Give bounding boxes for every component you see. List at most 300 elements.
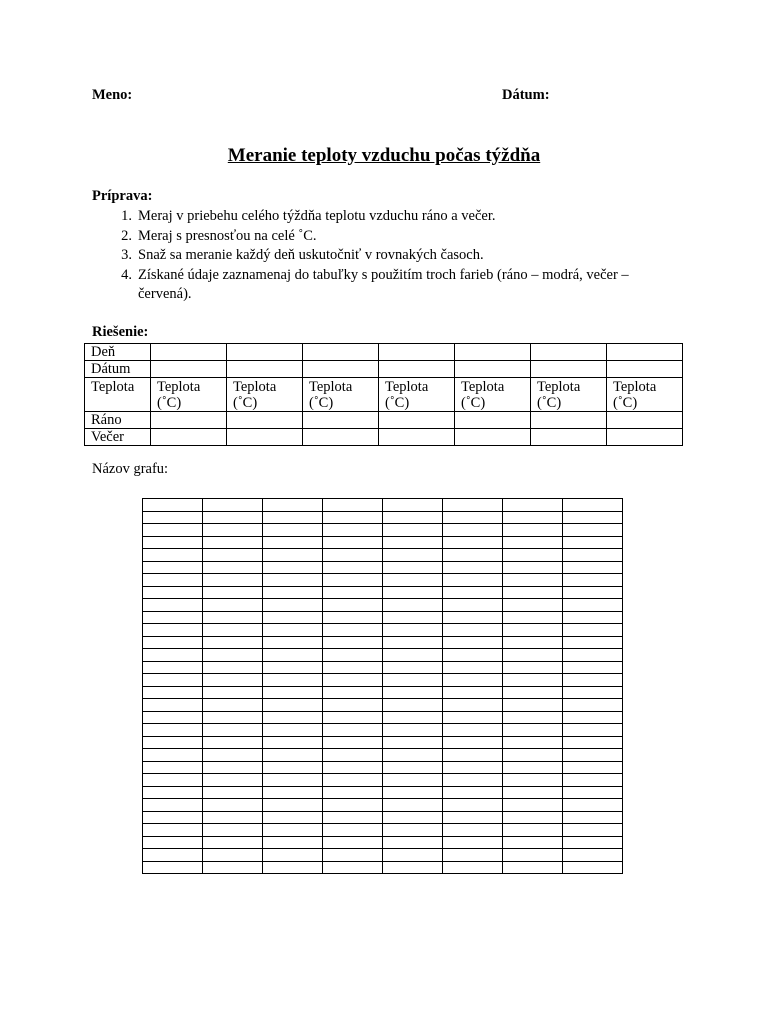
grid-cell [443,511,503,524]
temperature-header-cell [303,378,379,412]
grid-cell [563,611,623,624]
grid-cell [503,549,563,562]
table-cell [303,412,379,429]
grid-cell [503,824,563,837]
grid-cell [503,724,563,737]
grid-cell [143,686,203,699]
grid-cell [263,786,323,799]
grid-cell [503,536,563,549]
table-cell [151,344,227,361]
grid-cell [323,586,383,599]
grid-cell [143,724,203,737]
row-label: Večer [85,429,151,446]
grid-cell [263,749,323,762]
grid-row [143,574,623,587]
grid-cell [563,686,623,699]
grid-cell [203,599,263,612]
grid-cell [263,736,323,749]
grid-row [143,499,623,512]
grid-cell [143,674,203,687]
grid-cell [323,724,383,737]
grid-cell [443,549,503,562]
grid-cell [503,736,563,749]
grid-cell [503,849,563,862]
grid-row [143,549,623,562]
grid-row [143,649,623,662]
grid-cell [203,499,263,512]
grid-cell [443,599,503,612]
grid-cell [263,861,323,874]
preparation-list [92,207,652,305]
grid-cell [263,524,323,537]
grid-cell [383,836,443,849]
temperature-unit-text: (˚C) [613,395,638,411]
grid-cell [143,636,203,649]
grid-cell [263,811,323,824]
table-cell [607,361,683,378]
grid-cell [323,624,383,637]
grid-cell [323,736,383,749]
grid-row [143,749,623,762]
grid-row [143,536,623,549]
grid-cell [383,686,443,699]
grid-cell [563,636,623,649]
grid-cell [563,624,623,637]
grid-cell [143,524,203,537]
grid-cell [443,624,503,637]
grid-cell [383,674,443,687]
grid-cell [203,761,263,774]
grid-cell [563,799,623,812]
table-cell [227,412,303,429]
grid-cell [203,574,263,587]
grid-cell [503,811,563,824]
grid-row [143,699,623,712]
grid-cell [203,674,263,687]
grid-row [143,849,623,862]
grid-cell [263,574,323,587]
list-item [92,227,652,247]
grid-cell [203,774,263,787]
grid-cell [203,861,263,874]
grid-cell [443,574,503,587]
grid-row [143,836,623,849]
temperature-header-text: Teplota [461,379,505,395]
grid-cell [323,511,383,524]
grid-cell [443,849,503,862]
grid-cell [503,774,563,787]
grid-cell [263,761,323,774]
temperature-header-cell [455,378,531,412]
list-text: Získané údaje zaznamenaj do tabuľky s použitím troch farieb (ráno – modrá, večer – červená). [138,266,629,302]
grid-cell [383,749,443,762]
table-cell [379,412,455,429]
grid-cell [263,774,323,787]
table-cell [227,344,303,361]
grid-cell [143,849,203,862]
grid-cell [263,824,323,837]
grid-cell [143,499,203,512]
grid-cell [563,574,623,587]
grid-cell [263,699,323,712]
grid-row [143,799,623,812]
grid-cell [383,736,443,749]
table-cell [531,361,607,378]
grid-cell [263,511,323,524]
grid-cell [203,524,263,537]
temperature-header-cell [151,378,227,412]
grid-cell [323,686,383,699]
grid-cell [323,861,383,874]
grid-row [143,611,623,624]
grid-row [143,786,623,799]
graph-grid [142,498,623,874]
grid-cell [383,599,443,612]
grid-cell [383,774,443,787]
table-cell [151,361,227,378]
grid-cell [503,499,563,512]
grid-cell [263,586,323,599]
grid-cell [443,736,503,749]
table-row [85,412,683,429]
grid-cell [323,786,383,799]
grid-row [143,586,623,599]
row-label: Deň [85,344,151,361]
date-label: Dátum: [502,87,550,103]
grid-row [143,711,623,724]
grid-cell [503,761,563,774]
grid-cell [143,599,203,612]
table-cell [607,429,683,446]
grid-cell [203,711,263,724]
grid-cell [263,836,323,849]
grid-cell [443,799,503,812]
grid-cell [383,574,443,587]
solution-label: Riešenie: [92,324,149,340]
temperature-unit-text: (˚C) [537,395,562,411]
list-number: 1. [121,208,132,224]
grid-cell [203,811,263,824]
grid-row [143,674,623,687]
grid-cell [563,774,623,787]
grid-cell [143,699,203,712]
grid-cell [503,649,563,662]
grid-cell [143,586,203,599]
grid-cell [443,774,503,787]
table-cell [303,344,379,361]
grid-cell [563,849,623,862]
grid-cell [323,711,383,724]
grid-cell [503,686,563,699]
grid-cell [383,661,443,674]
grid-cell [323,499,383,512]
table-cell [303,361,379,378]
grid-cell [443,536,503,549]
grid-cell [503,711,563,724]
grid-cell [563,649,623,662]
grid-cell [143,736,203,749]
table-cell [607,412,683,429]
grid-cell [563,724,623,737]
table-cell [379,344,455,361]
grid-cell [383,636,443,649]
grid-cell [443,661,503,674]
grid-cell [383,799,443,812]
grid-cell [263,649,323,662]
grid-cell [563,524,623,537]
grid-cell [143,549,203,562]
grid-cell [563,699,623,712]
list-item [92,246,652,266]
grid-cell [383,561,443,574]
grid-cell [383,611,443,624]
grid-cell [263,674,323,687]
grid-cell [503,586,563,599]
grid-cell [203,724,263,737]
grid-cell [383,549,443,562]
table-cell [531,429,607,446]
grid-cell [383,861,443,874]
grid-cell [143,811,203,824]
grid-cell [503,836,563,849]
temperature-unit-text: (˚C) [233,395,258,411]
temperature-header-text: Teplota [385,379,429,395]
grid-cell [383,649,443,662]
grid-row [143,661,623,674]
grid-cell [323,836,383,849]
grid-row [143,686,623,699]
grid-cell [443,711,503,724]
grid-cell [443,674,503,687]
grid-cell [263,636,323,649]
grid-cell [383,699,443,712]
grid-cell [503,561,563,574]
grid-cell [263,499,323,512]
grid-cell [143,536,203,549]
grid-cell [323,549,383,562]
grid-cell [203,661,263,674]
grid-row [143,511,623,524]
grid-cell [503,624,563,637]
grid-cell [563,711,623,724]
grid-cell [503,524,563,537]
grid-cell [563,811,623,824]
grid-row [143,599,623,612]
row-label: Dátum [85,361,151,378]
grid-cell [143,561,203,574]
grid-cell [323,561,383,574]
table-cell [379,361,455,378]
grid-cell [563,761,623,774]
grid-cell [443,761,503,774]
grid-cell [263,849,323,862]
grid-cell [443,649,503,662]
grid-cell [143,836,203,849]
grid-cell [563,499,623,512]
temperature-header-cell [227,378,303,412]
grid-cell [443,499,503,512]
temperature-header-cell [531,378,607,412]
grid-cell [563,749,623,762]
grid-cell [383,624,443,637]
list-number: 2. [121,227,132,244]
name-label: Meno: [92,87,133,103]
grid-row [143,861,623,874]
grid-cell [443,861,503,874]
page-title: Meranie teploty vzduchu počas týždňa [227,145,541,166]
table-cell [531,412,607,429]
table-row [85,429,683,446]
table-cell [151,429,227,446]
grid-cell [143,799,203,812]
list-item [92,207,652,227]
table-cell [303,429,379,446]
grid-cell [203,686,263,699]
grid-cell [383,536,443,549]
grid-cell [563,736,623,749]
table-cell [455,361,531,378]
grid-row [143,561,623,574]
grid-cell [203,549,263,562]
grid-cell [503,799,563,812]
grid-cell [203,836,263,849]
grid-cell [323,761,383,774]
row-label: Ráno [85,412,151,429]
grid-cell [383,786,443,799]
grid-cell [443,724,503,737]
grid-cell [263,599,323,612]
grid-cell [143,661,203,674]
grid-cell [563,511,623,524]
grid-cell [443,699,503,712]
grid-cell [143,611,203,624]
table-row [85,378,683,412]
grid-cell [203,561,263,574]
grid-cell [323,749,383,762]
grid-cell [323,599,383,612]
table-cell [379,429,455,446]
grid-cell [503,599,563,612]
temperature-header-text: Teplota [537,379,581,395]
grid-cell [323,674,383,687]
grid-cell [143,774,203,787]
grid-cell [263,711,323,724]
grid-row [143,624,623,637]
grid-cell [443,686,503,699]
grid-cell [203,736,263,749]
grid-cell [563,586,623,599]
temperature-unit-text: (˚C) [157,395,182,411]
grid-cell [203,749,263,762]
grid-cell [563,599,623,612]
list-item [92,266,652,305]
grid-cell [263,536,323,549]
grid-cell [263,549,323,562]
grid-cell [383,524,443,537]
grid-cell [323,574,383,587]
grid-row [143,761,623,774]
grid-cell [503,511,563,524]
grid-cell [503,786,563,799]
grid-cell [203,699,263,712]
list-number: 3. [121,247,132,263]
grid-cell [323,811,383,824]
grid-cell [203,536,263,549]
grid-cell [503,636,563,649]
list-text: Meraj v priebehu celého týždňa teplotu vzduchu ráno a večer. [138,208,496,224]
grid-cell [323,824,383,837]
grid-cell [443,786,503,799]
grid-cell [203,636,263,649]
grid-cell [323,849,383,862]
grid-cell [563,661,623,674]
grid-cell [503,611,563,624]
grid-cell [203,624,263,637]
grid-cell [503,674,563,687]
grid-row [143,774,623,787]
grid-cell [203,849,263,862]
grid-cell [443,749,503,762]
grid-cell [383,849,443,862]
grid-cell [443,611,503,624]
table-cell [455,412,531,429]
grid-row [143,724,623,737]
grid-cell [143,711,203,724]
grid-cell [563,674,623,687]
table-cell [455,344,531,361]
temperature-unit-text: (˚C) [385,395,410,411]
row-label: Teplota [85,378,151,412]
list-number: 4. [121,266,132,283]
grid-cell [503,661,563,674]
grid-cell [383,824,443,837]
grid-cell [323,799,383,812]
measurement-table [84,343,683,446]
grid-cell [443,836,503,849]
list-text: Snaž sa meranie každý deň uskutočniť v rovnakých časoch. [138,247,484,263]
grid-cell [503,699,563,712]
grid-cell [323,536,383,549]
grid-cell [143,624,203,637]
grid-cell [563,836,623,849]
grid-cell [263,686,323,699]
grid-cell [143,786,203,799]
grid-cell [383,811,443,824]
preparation-label: Príprava: [92,188,153,204]
grid-cell [143,861,203,874]
graph-title-label: Názov grafu: [92,461,169,477]
grid-cell [323,774,383,787]
table-cell [455,429,531,446]
grid-cell [203,799,263,812]
table-row [85,344,683,361]
grid-cell [563,861,623,874]
grid-cell [443,811,503,824]
grid-cell [443,586,503,599]
grid-cell [383,761,443,774]
grid-cell [383,499,443,512]
grid-cell [443,561,503,574]
grid-cell [563,536,623,549]
grid-cell [143,761,203,774]
grid-cell [563,549,623,562]
grid-cell [503,574,563,587]
grid-cell [323,699,383,712]
grid-cell [503,861,563,874]
temperature-header-text: Teplota [613,379,657,395]
grid-cell [323,524,383,537]
temperature-header-cell [607,378,683,412]
